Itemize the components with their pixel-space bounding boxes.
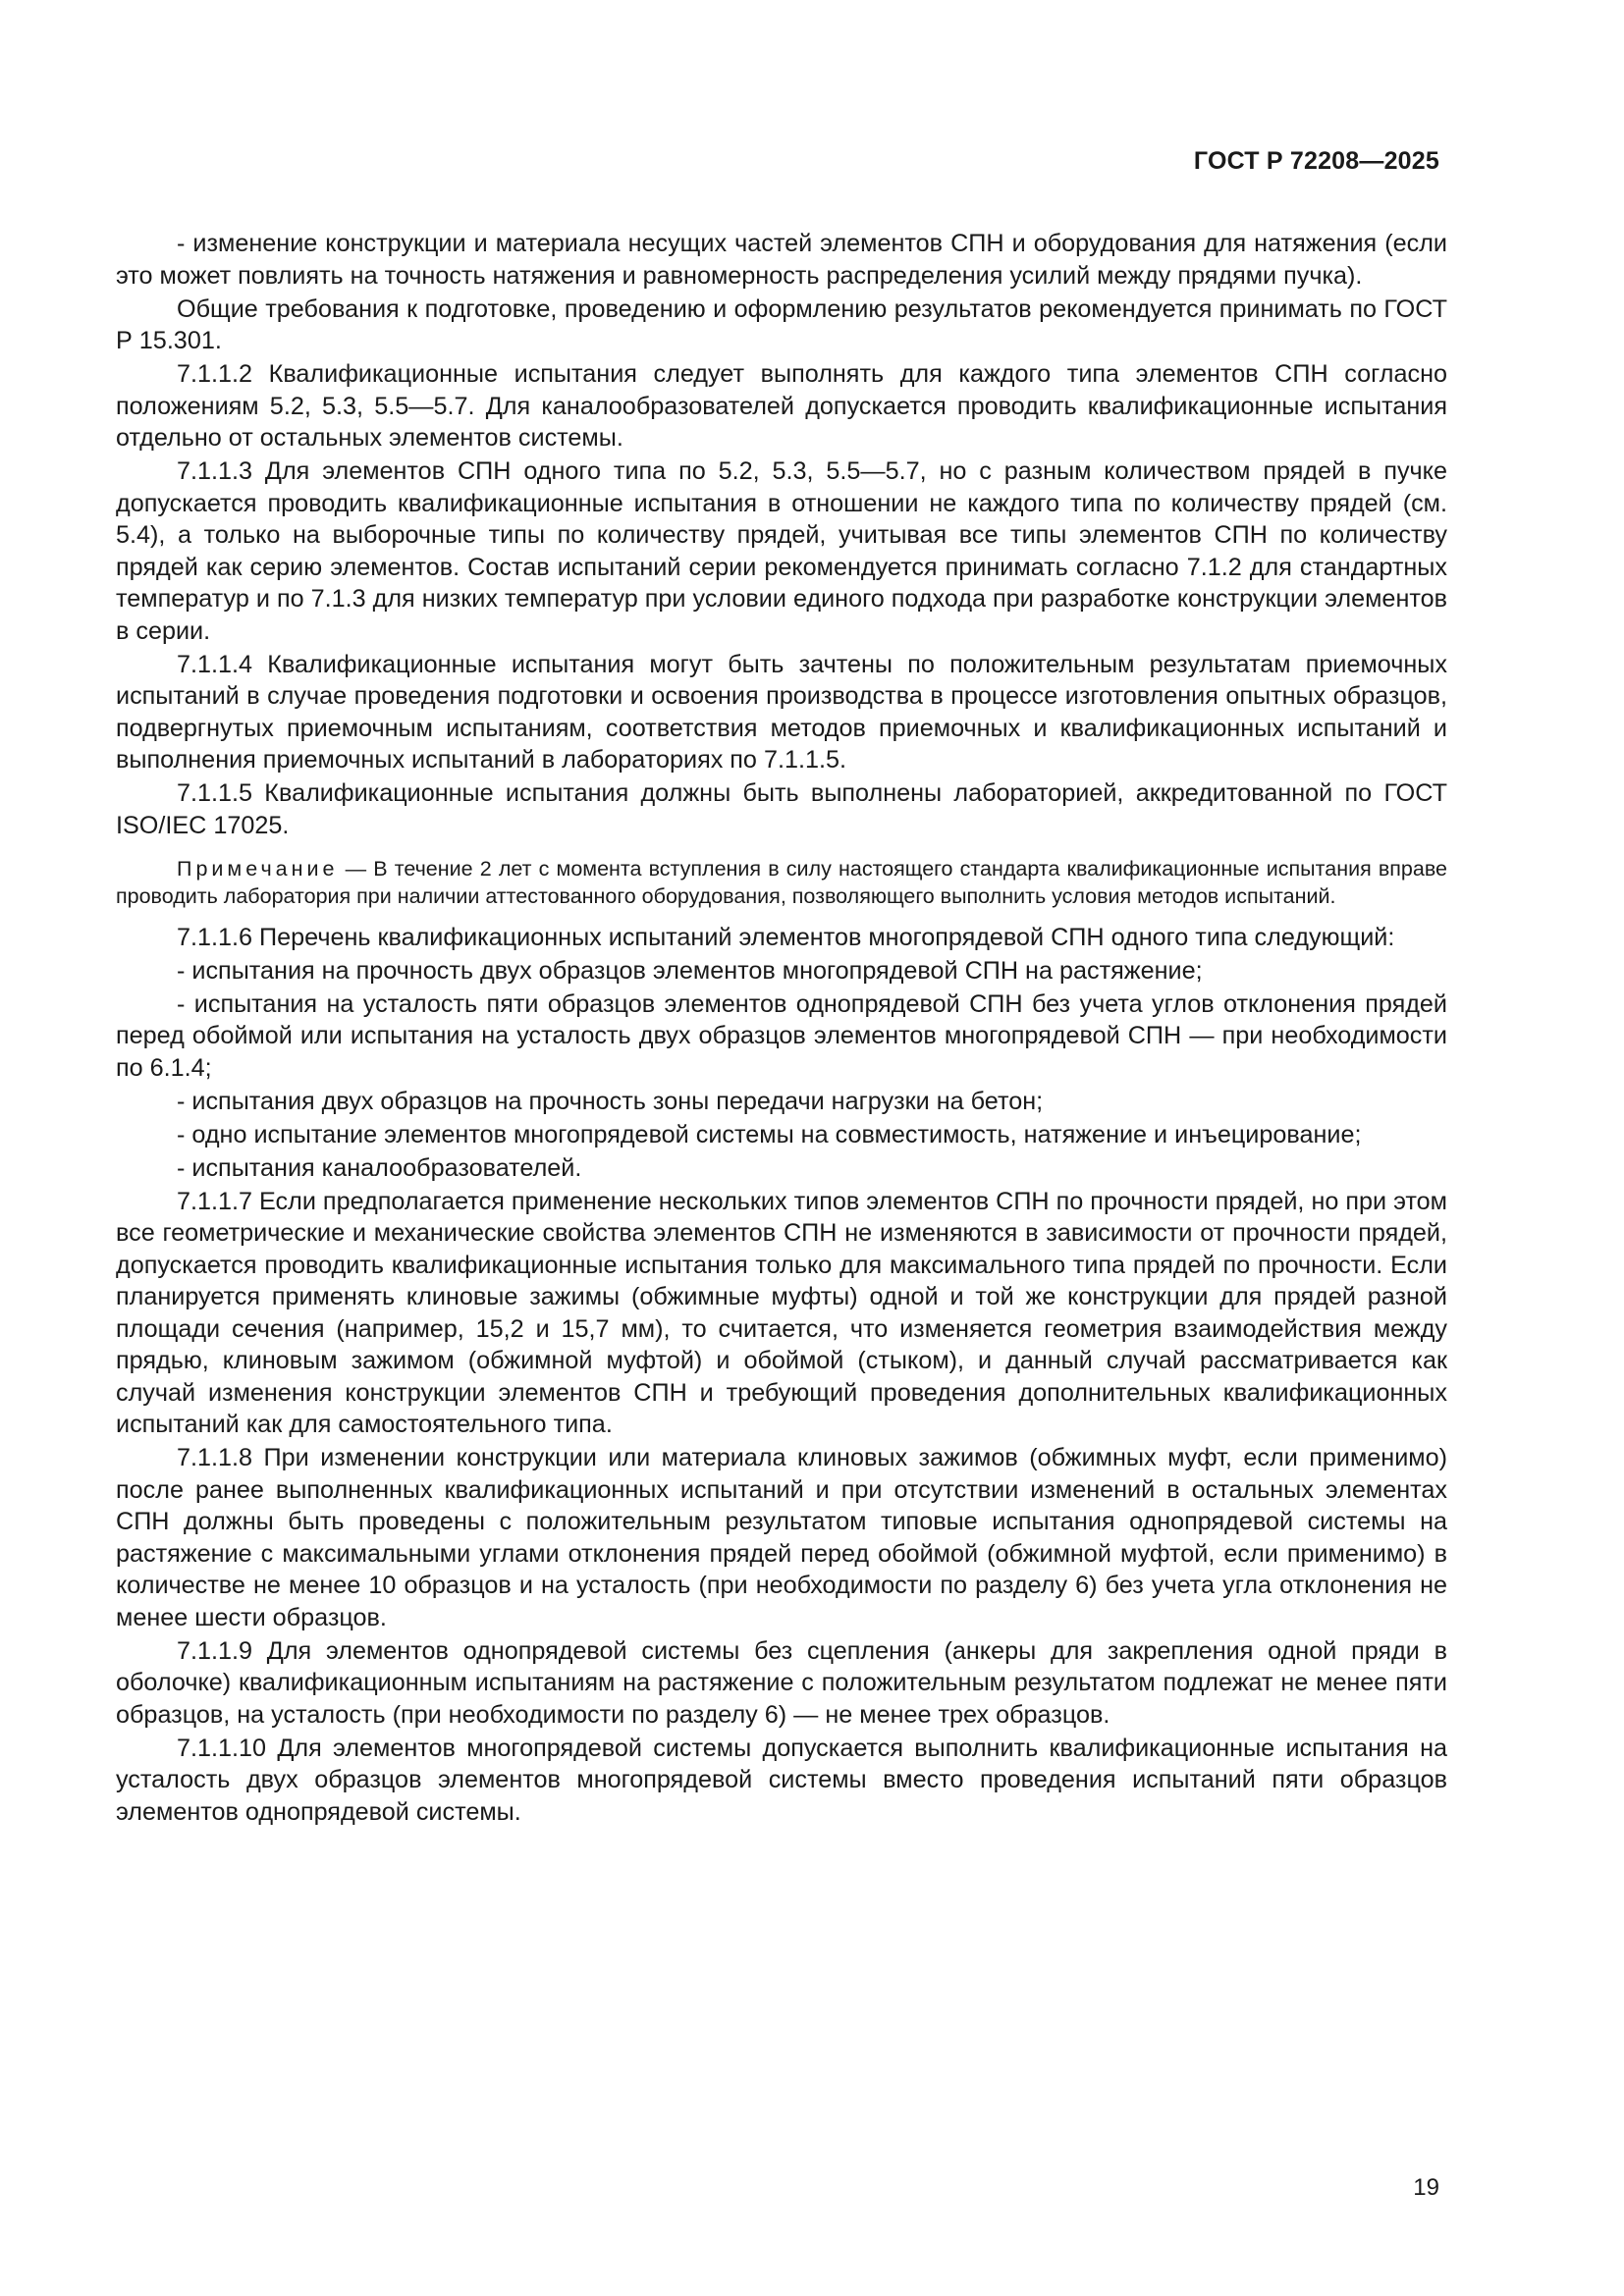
paragraph: 7.1.1.5 Квалификационные испытания должны быть выполнены лабораторией, аккредитованной по ГОСТ ISO/IEC 17025. <box>116 779 1447 839</box>
list-item: - одно испытание элементов многопрядевой системы на совместимость, натяжение и инъецирование; <box>177 1120 1362 1148</box>
list-item: - испытания на прочность двух образцов элементов многопрядевой СПН на растяжение; <box>177 956 1203 985</box>
paragraph: 7.1.1.7 Если предполагается применение нескольких типов элементов СПН по прочности прядей, но при этом все геометрические и механические свойства элементов СПН не изменяются в зависимости от прочности прядей, допускается проводить квалификационные испытания только для максимального типа прядей по прочности. Если планируется применять клиновые зажимы (обжимные муфты) одной и той же конструкции для прядей разной площади сечения (например, 15,2 и 15,7 мм), то считается, что изменяется геометрия взаимодействия между прядью, клиновым зажимом (обжимной муфтой) и обоймой (стыком), и данный случай рассматривается как случай изменения конструкции элементов СПН и требующий проведения дополнительных квалификационных испытаний как для самостоятельного типа. <box>116 1187 1447 1438</box>
document-header: ГОСТ Р 72208—2025 <box>1193 147 1439 175</box>
paragraph: 7.1.1.6 Перечень квалификационных испытаний элементов многопрядевой СПН одного типа следующий: <box>177 923 1395 951</box>
page-number: 19 <box>1413 2174 1439 2201</box>
paragraph: 7.1.1.3 Для элементов СПН одного типа по 5.2, 5.3, 5.5—5.7, но с разным количеством прядей в пучке допускается проводить квалификационные испытания в отношении не каждого типа по количеству прядей (см. 5.4), а только на выборочные типы по количеству прядей, учитывая все типы элементов СПН по количеству прядей как серию элементов. Состав испытаний серии рекомендуется принимать согласно 7.1.2 для стандартных температур и по 7.1.3 для низких температур при условии единого подхода при разработке конструкции элементов в серии. <box>116 457 1447 645</box>
paragraph: Общие требования к подготовке, проведению и оформлению результатов рекомендуется принимать по ГОСТ Р 15.301. <box>116 294 1447 354</box>
paragraph: 7.1.1.2 Квалификационные испытания следует выполнять для каждого типа элементов СПН согласно положениям 5.2, 5.3, 5.5—5.7. Для каналообразователей допускается проводить квалификационные испытания отдельно от остальных элементов системы. <box>116 360 1447 452</box>
list-item: - испытания двух образцов на прочность зоны передачи нагрузки на бетон; <box>177 1087 1044 1115</box>
list-item: - испытания каналообразователей. <box>177 1153 582 1182</box>
document-body <box>116 228 1447 1830</box>
paragraph: 7.1.1.8 При изменении конструкции или материала клиновых зажимов (обжимных муфт, если применимо) после ранее выполненных квалификационных испытаний и при отсутствии изменений в остальных элементах СПН должны быть проведены с положительным результатом типовые испытания однопрядевой системы на растяжение с максимальными углами отклонения прядей перед обоймой (обжимной муфтой, если применимо) в количестве не менее 10 образцов и на усталость (при необходимости по разделу 6) без учета угла отклонения не менее шести образцов. <box>116 1444 1447 1631</box>
paragraph: 7.1.1.9 Для элементов однопрядевой системы без сцепления (анкеры для закрепления одной пряди в оболочке) квалификационным испытаниям на растяжение с положительным результатом подлежат не менее пяти образцов, на усталость (при необходимости по разделу 6) — не менее трех образцов. <box>116 1636 1447 1729</box>
note-text: — В течение 2 лет с момента вступления в силу настоящего стандарта квалификационные испытания вправе проводить лаборатория при наличии аттестованного оборудования, позволяющего выполнить условия методов испытаний. <box>116 856 1447 908</box>
note <box>116 855 1447 910</box>
note-label: Примечание <box>177 856 339 881</box>
list-item: - испытания на усталость пяти образцов элементов однопрядевой СПН без учета углов отклонения прядей перед обоймой или испытания на усталость двух образцов элементов многопрядевой СПН — при необходимости по 6.1.4; <box>116 989 1447 1082</box>
paragraph: 7.1.1.10 Для элементов многопрядевой системы допускается выполнить квалификационные испытания на усталость двух образцов элементов многопрядевой системы вместо проведения испытаний пяти образцов элементов однопрядевой системы. <box>116 1734 1447 1826</box>
paragraph: - изменение конструкции и материала несущих частей элементов СПН и оборудования для натяжения (если это может повлиять на точность натяжения и равномерность распределения усилий между прядями пучка). <box>116 230 1447 290</box>
paragraph: 7.1.1.4 Квалификационные испытания могут быть зачтены по положительным результатам приемочных испытаний в случае проведения подготовки и освоения производства в процессе изготовления опытных образцов, подвергнутых приемочным испытаниям, соответствия методов приемочных и квалификационных испытаний и выполнения приемочных испытаний в лабораториях по 7.1.1.5. <box>116 650 1447 774</box>
